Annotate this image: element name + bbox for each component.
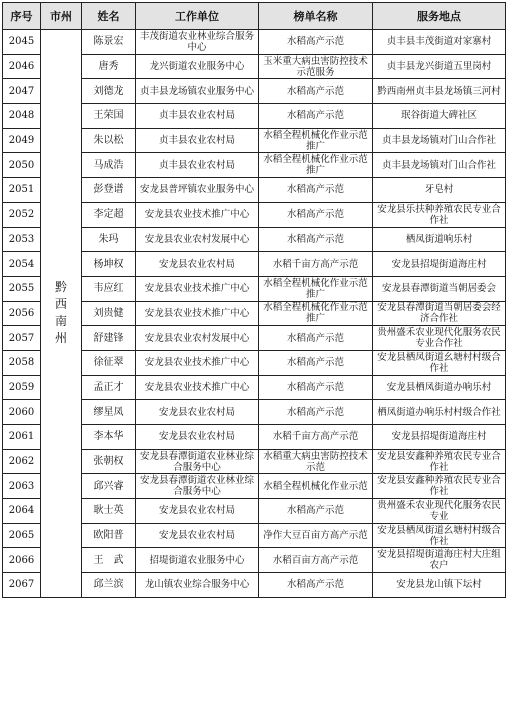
cell-place: 安龙县春潭街道当朝居委会 (373, 276, 506, 301)
cell-place: 安龙县招堤街道海庄村大庄组农户 (373, 548, 506, 573)
cell-unit: 安龙县农业农村发展中心 (136, 227, 259, 252)
cell-place: 安龙县龙山镇下坛村 (373, 573, 506, 598)
cell-unit: 安龙县农业技术推广中心 (136, 276, 259, 301)
cell-place: 贞丰县龙兴街道五里岗村 (373, 54, 506, 79)
cell-unit: 龙兴街道农业服务中心 (136, 54, 259, 79)
cell-place: 安龙县安鑫种养殖农民专业合作社 (373, 474, 506, 499)
cell-list: 水稻全程机械化作业示范推广 (259, 128, 373, 153)
cell-name: 王荣国 (82, 104, 136, 129)
cell-place: 珉谷街道大碑社区 (373, 104, 506, 129)
cell-unit: 安龙县普坪镇农业服务中心 (136, 178, 259, 203)
cell-name: 杨坤权 (82, 252, 136, 277)
cell-no: 2056 (3, 301, 41, 326)
header-list: 榜单名称 (259, 3, 373, 30)
cell-list: 水稻高产示范 (259, 400, 373, 425)
cell-list: 水稻高产示范 (259, 326, 373, 351)
cell-place: 安龙县春潭街道当朝居委会经济合作社 (373, 301, 506, 326)
cell-no: 2051 (3, 178, 41, 203)
cell-name: 朱玛 (82, 227, 136, 252)
cell-no: 2063 (3, 474, 41, 499)
cell-unit: 安龙县农业农村局 (136, 425, 259, 450)
cell-name: 王 武 (82, 548, 136, 573)
cell-no: 2058 (3, 350, 41, 375)
cell-list: 水稻高产示范 (259, 202, 373, 227)
header-place: 服务地点 (373, 3, 506, 30)
cell-unit: 安龙县农业技术推广中心 (136, 350, 259, 375)
cell-unit: 丰茂街道农业林业综合服务中心 (136, 30, 259, 55)
cell-list: 水稻千亩方高产示范 (259, 425, 373, 450)
cell-no: 2053 (3, 227, 41, 252)
cell-name: 邱兰滨 (82, 573, 136, 598)
cell-list: 水稻高产示范 (259, 104, 373, 129)
cell-unit: 贞丰县农业农村局 (136, 104, 259, 129)
cell-no: 2050 (3, 153, 41, 178)
cell-name: 韦应红 (82, 276, 136, 301)
cell-no: 2064 (3, 499, 41, 524)
cell-unit: 安龙县农业农村发展中心 (136, 326, 259, 351)
cell-name: 张朝权 (82, 449, 136, 474)
cell-place: 贞丰县丰茂街道对家寨村 (373, 30, 506, 55)
cell-unit: 安龙县农业技术推广中心 (136, 202, 259, 227)
cell-place: 牙皂村 (373, 178, 506, 203)
cell-unit: 贞丰县农业农村局 (136, 128, 259, 153)
cell-unit: 龙山镇农业综合服务中心 (136, 573, 259, 598)
cell-no: 2048 (3, 104, 41, 129)
cell-place: 栖凤街道响乐村 (373, 227, 506, 252)
cell-place: 安龙县栖凤街道幺塘村村级合作社 (373, 350, 506, 375)
cell-name: 缪星凤 (82, 400, 136, 425)
header-unit: 工作单位 (136, 3, 259, 30)
cell-no: 2061 (3, 425, 41, 450)
cell-place: 贞丰县龙场镇对门山合作社 (373, 128, 506, 153)
cell-name: 陈景宏 (82, 30, 136, 55)
cell-name: 唐秀 (82, 54, 136, 79)
cell-name: 马成浩 (82, 153, 136, 178)
cell-name: 舒建锋 (82, 326, 136, 351)
cell-place: 安龙县栖凤街道办响乐村 (373, 375, 506, 400)
header-city: 市州 (41, 3, 82, 30)
cell-place: 贞丰县龙场镇对门山合作社 (373, 153, 506, 178)
cell-no: 2045 (3, 30, 41, 55)
cell-no: 2049 (3, 128, 41, 153)
cell-place: 贵州盛禾农业现代化服务农民专业合作社 (373, 326, 506, 351)
table-wrapper (2, 2, 506, 598)
cell-list: 玉米重大病虫害防控技术示范服务 (259, 54, 373, 79)
cell-list: 水稻重大病虫害防控技术示范 (259, 449, 373, 474)
honor-list-table (2, 2, 506, 598)
table-row (3, 30, 506, 55)
cell-no: 2046 (3, 54, 41, 79)
cell-no: 2065 (3, 523, 41, 548)
cell-name: 刘德龙 (82, 79, 136, 104)
header-no: 序号 (3, 3, 41, 30)
cell-unit: 招堤街道农业服务中心 (136, 548, 259, 573)
header-row (3, 3, 506, 30)
cell-unit: 贞丰县农业农村局 (136, 153, 259, 178)
cell-name: 彭登谱 (82, 178, 136, 203)
cell-place: 安龙县乐扶种养殖农民专业合作社 (373, 202, 506, 227)
cell-list: 水稻高产示范 (259, 227, 373, 252)
cell-name: 耿士英 (82, 499, 136, 524)
cell-list: 净作大豆百亩方高产示范 (259, 523, 373, 548)
cell-no: 2060 (3, 400, 41, 425)
cell-list: 水稻全程机械化作业示范推广 (259, 276, 373, 301)
cell-no: 2062 (3, 449, 41, 474)
cell-list: 水稻高产示范 (259, 499, 373, 524)
cell-unit: 安龙县农业农村局 (136, 400, 259, 425)
cell-place: 安龙县栖凤街道幺塘村村级合作社 (373, 523, 506, 548)
cell-list: 水稻全程机械化作业示范推广 (259, 153, 373, 178)
header-name: 姓名 (82, 3, 136, 30)
cell-unit: 安龙县农业农村局 (136, 252, 259, 277)
cell-unit: 贞丰县龙场镇农业服务中心 (136, 79, 259, 104)
cell-list: 水稻高产示范 (259, 178, 373, 203)
cell-no: 2052 (3, 202, 41, 227)
cell-unit: 安龙县农业技术推广中心 (136, 301, 259, 326)
cell-place: 安龙县招堤街道海庄村 (373, 252, 506, 277)
cell-name: 欧阳普 (82, 523, 136, 548)
cell-unit: 安龙县农业农村局 (136, 499, 259, 524)
cell-name: 孟正才 (82, 375, 136, 400)
cell-place: 安龙县招堤街道海庄村 (373, 425, 506, 450)
cell-no: 2047 (3, 79, 41, 104)
cell-no: 2054 (3, 252, 41, 277)
cell-no: 2066 (3, 548, 41, 573)
table-body (3, 30, 506, 598)
cell-no: 2055 (3, 276, 41, 301)
cell-no: 2059 (3, 375, 41, 400)
cell-unit: 安龙县农业技术推广中心 (136, 375, 259, 400)
cell-list: 水稻高产示范 (259, 573, 373, 598)
cell-place: 安龙县安鑫种养殖农民专业合作社 (373, 449, 506, 474)
cell-name: 刘贵健 (82, 301, 136, 326)
cell-list: 水稻高产示范 (259, 350, 373, 375)
cell-unit: 安龙县春潭街道农业林业综合服务中心 (136, 449, 259, 474)
cell-place: 贵州盛禾农业现代化服务农民专业 (373, 499, 506, 524)
cell-unit: 安龙县春潭街道农业林业综合服务中心 (136, 474, 259, 499)
cell-no: 2067 (3, 573, 41, 598)
cell-list: 水稻全程机械化作业示范推广 (259, 301, 373, 326)
cell-list: 水稻高产示范 (259, 30, 373, 55)
cell-list: 水稻高产示范 (259, 79, 373, 104)
cell-city (41, 30, 82, 598)
cell-list: 水稻百亩方高产示范 (259, 548, 373, 573)
cell-unit: 安龙县农业农村局 (136, 523, 259, 548)
cell-name: 朱以松 (82, 128, 136, 153)
cell-no: 2057 (3, 326, 41, 351)
cell-name: 李本华 (82, 425, 136, 450)
cell-name: 李定超 (82, 202, 136, 227)
cell-list: 水稻高产示范 (259, 375, 373, 400)
cell-place: 栖凤街道办响乐村村级合作社 (373, 400, 506, 425)
city-label: 黔西南州 (54, 280, 67, 346)
cell-place: 黔西南州贞丰县龙场镇三河村 (373, 79, 506, 104)
cell-name: 邱兴睿 (82, 474, 136, 499)
cell-list: 水稻千亩方高产示范 (259, 252, 373, 277)
cell-list: 水稻全程机械化作业示范 (259, 474, 373, 499)
cell-name: 徐征翠 (82, 350, 136, 375)
